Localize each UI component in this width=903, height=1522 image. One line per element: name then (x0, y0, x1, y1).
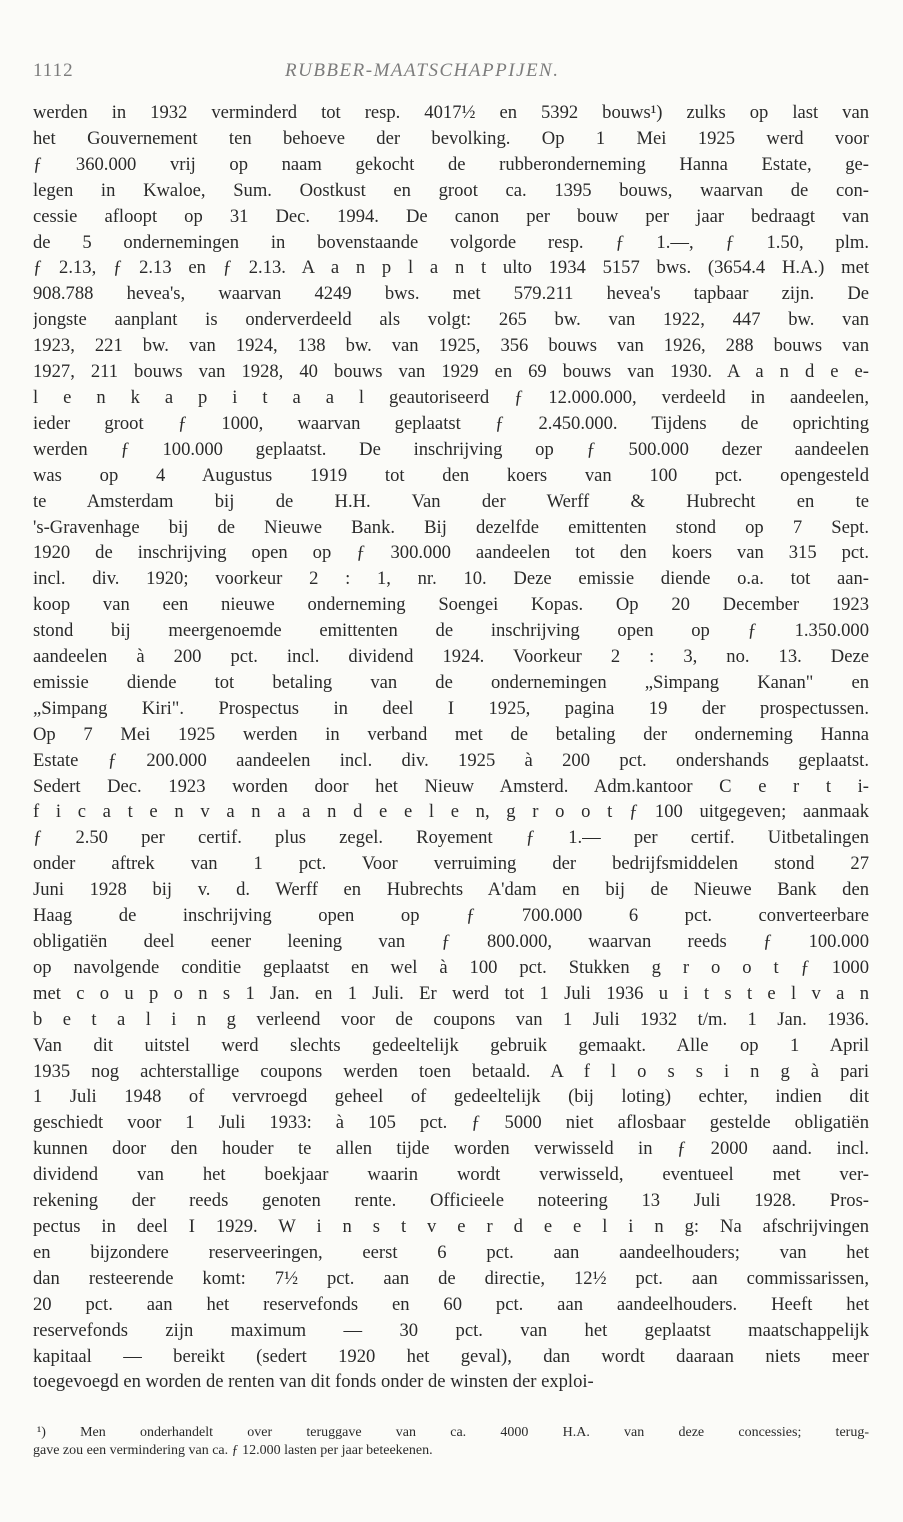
text-line: 's-Gravenhage bij de Nieuwe Bank. Bij dezelfde emittenten stond op 7 Sept. (33, 516, 869, 538)
text-line: ƒ 2.13, ƒ 2.13 en ƒ 2.13. A a n p l a n t ulto 1934 5157 bws. (3654.4 H.A.) met (33, 257, 869, 279)
text-line: de 5 ondernemingen in bovenstaande volgorde resp. ƒ 1.—, ƒ 1.50, plm. (33, 231, 869, 253)
text-line: ƒ 360.000 vrij op naam gekocht de rubberonderneming Hanna Estate, ge- (33, 153, 869, 175)
text-line: 908.788 hevea's, waarvan 4249 bws. met 579.211 hevea's tapbaar zijn. De (33, 283, 869, 305)
text-line: 1935 nog achterstallige coupons werden toen betaald. A f l o s s i n g à pari (33, 1060, 869, 1082)
text-line: legen in Kwaloe, Sum. Oostkust en groot ca. 1395 bouws, waarvan de con- (33, 179, 869, 201)
text-line: Van dit uitstel werd slechts gedeeltelijk gebruik gemaakt. Alle op 1 April (33, 1034, 869, 1056)
text-line: 1920 de inschrijving open op ƒ 300.000 aandeelen tot den koers van 315 pct. (33, 542, 869, 564)
text-line: stond bij meergenoemde emittenten de inschrijving open op ƒ 1.350.000 (33, 620, 869, 642)
text-line: reservefonds zijn maximum — 30 pct. van het geplaatst maatschappelijk (33, 1319, 869, 1341)
text-line: l e n k a p i t a a l geautoriseerd ƒ 12.000.000, verdeeld in aandeelen, (33, 386, 869, 408)
text-line: 1927, 211 bouws van 1928, 40 bouws van 1929 en 69 bouws van 1930. A a n d e e- (33, 361, 869, 383)
text-line: incl. div. 1920; voorkeur 2 : 1, nr. 10. Deze emissie diende o.a. tot aan- (33, 568, 869, 590)
body-text (33, 100, 869, 1395)
text-line: kapitaal — bereikt (sedert 1920 het geval), dan wordt daaraan niets meer (33, 1345, 869, 1367)
text-line: obligatiën deel eener leening van ƒ 800.000, waarvan reeds ƒ 100.000 (33, 931, 869, 952)
text-line: cessie afloopt op 31 Dec. 1994. De canon per bouw per jaar bedraagt van (33, 205, 869, 227)
text-line: 20 pct. aan het reservefonds en 60 pct. aan aandeelhouders. Heeft het (33, 1293, 869, 1315)
footnote (33, 1424, 869, 1460)
text-line: rekening der reeds genoten rente. Officieele noteering 13 Juli 1928. Pros- (33, 1190, 869, 1212)
text-line: „Simpang Kiri". Prospectus in deel I 1925, pagina 19 der prospectussen. (33, 697, 869, 719)
footnote-line: gave zou een vermindering van ca. ƒ 12.000 lasten per jaar beteekenen. (33, 1443, 433, 1458)
text-line: Juni 1928 bij v. d. Werff en Hubrechts A'dam en bij de Nieuwe Bank den (33, 879, 869, 901)
text-line: Op 7 Mei 1925 werden in verband met de betaling der onderneming Hanna (33, 723, 869, 745)
text-line: ƒ 2.50 per certif. plus zegel. Royement ƒ 1.— per certif. Uitbetalingen (33, 827, 869, 849)
page-number: 1112 (33, 60, 74, 81)
text-line: geschiedt voor 1 Juli 1933: à 105 pct. ƒ 5000 niet aflosbaar gestelde obligatiën (33, 1112, 869, 1134)
text-line: werden in 1932 verminderd tot resp. 4017½ en 5392 bouws¹) zulks op last van (33, 102, 869, 123)
text-line: Estate ƒ 200.000 aandeelen incl. div. 1925 à 200 pct. ondershands geplaatst. (33, 749, 869, 771)
text-line: b e t a l i n g verleend voor de coupons van 1 Juli 1932 t/m. 1 Jan. 1936. (33, 1008, 869, 1030)
text-line: met c o u p o n s 1 Jan. en 1 Juli. Er werd tot 1 Juli 1936 u i t s t e l v a n (33, 982, 869, 1004)
text-line: Sedert Dec. 1923 worden door het Nieuw Amsterd. Adm.kantoor C e r t i- (33, 775, 869, 797)
text-line: het Gouvernement ten behoeve der bevolking. Op 1 Mei 1925 werd voor (33, 127, 869, 149)
text-line: pectus in deel I 1929. W i n s t v e r d e e l i n g: Na afschrijvingen (33, 1215, 869, 1237)
text-line: 1923, 221 bw. van 1924, 138 bw. van 1925, 356 bouws van 1926, 288 bouws van (33, 335, 869, 357)
text-line: en bijzondere reserveeringen, eerst 6 pct. aan aandeelhouders; van het (33, 1241, 869, 1263)
text-line: werden ƒ 100.000 geplaatst. De inschrijving op ƒ 500.000 dezer aandeelen (33, 438, 869, 460)
text-line: toegevoegd en worden de renten van dit fonds onder de winsten der exploi- (33, 1371, 594, 1393)
running-head: RUBBER-MAATSCHAPPIJEN. (285, 60, 560, 81)
footnote-line: ¹) Men onderhandelt over teruggave van ca. 4000 H.A. van deze concessies; terug- (37, 1425, 869, 1440)
page-header (33, 60, 869, 88)
text-line: onder aftrek van 1 pct. Voor verruiming der bedrijfsmiddelen stond 27 (33, 853, 869, 875)
text-line: Haag de inschrijving open op ƒ 700.000 6 pct. converteerbare (33, 905, 869, 927)
text-line: dan resteerende komt: 7½ pct. aan de directie, 12½ pct. aan commissarissen, (33, 1267, 869, 1289)
text-line: emissie diende tot betaling van de ondernemingen „Simpang Kanan" en (33, 671, 869, 693)
text-line: f i c a t e n v a n a a n d e e l e n, g r o o t ƒ 100 uitgegeven; aanmaak (33, 801, 869, 823)
text-line: kunnen door den houder te allen tijde worden verwisseld in ƒ 2000 aand. incl. (33, 1138, 869, 1160)
text-line: te Amsterdam bij de H.H. Van der Werff & Hubrecht en te (33, 490, 869, 512)
text-line: koop van een nieuwe onderneming Soengei Kopas. Op 20 December 1923 (33, 594, 869, 616)
text-line: ieder groot ƒ 1000, waarvan geplaatst ƒ 2.450.000. Tijdens de oprichting (33, 412, 869, 434)
text-line: was op 4 Augustus 1919 tot den koers van 100 pct. opengesteld (33, 464, 869, 486)
text-line: 1 Juli 1948 of vervroegd geheel of gedeeltelijk (bij loting) echter, indien dit (33, 1086, 869, 1108)
text-line: aandeelen à 200 pct. incl. dividend 1924. Voorkeur 2 : 3, no. 13. Deze (33, 646, 869, 668)
text-line: dividend van het boekjaar waarin wordt verwisseld, eventueel met ver- (33, 1164, 869, 1186)
text-line: jongste aanplant is onderverdeeld als volgt: 265 bw. van 1922, 447 bw. van (33, 309, 869, 331)
text-line: op navolgende conditie geplaatst en wel à 100 pct. Stukken g r o o t ƒ 1000 (33, 956, 869, 978)
